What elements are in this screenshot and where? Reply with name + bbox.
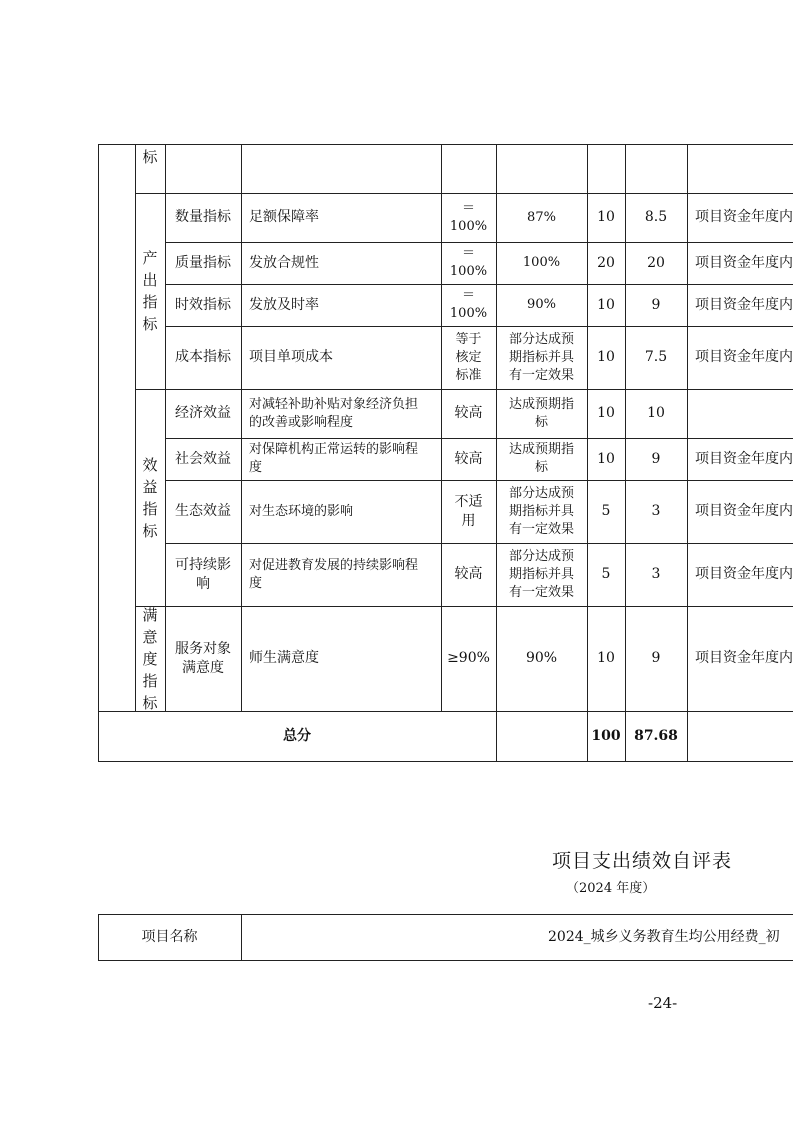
sub-indicator: 成本指标 (175, 349, 231, 365)
target-value: 较高 (454, 566, 483, 582)
actual-value: 100% (522, 255, 561, 270)
total-weight: 100 (591, 727, 621, 744)
actual-value: 部分达成预 期指标并具 有一定效果 (508, 331, 574, 383)
note: 项目资金年度内 (695, 209, 793, 225)
page-number: -24- (648, 994, 678, 1012)
sub-indicator: 服务对象 满意度 (175, 640, 231, 676)
project-name-label: 项目名称 (141, 928, 198, 945)
target-value: ≥90% (447, 650, 490, 666)
project-name-value: 2024_城乡义务教育生均公用经费_初 (548, 928, 780, 945)
note: 项目资金年度内 (695, 349, 793, 365)
weight: 10 (597, 209, 615, 225)
score: 9 (651, 296, 661, 313)
score: 7.5 (644, 349, 668, 365)
indicator-desc: 对保障机构正常运转的影响程 度 (249, 442, 419, 475)
sub-indicator: 时效指标 (175, 296, 231, 313)
form-year: （2024 年度） (566, 881, 656, 896)
group-benefit-indicators: 效 益 指 标 (142, 455, 158, 540)
weight: 10 (597, 296, 615, 313)
actual-value: 90% (525, 650, 558, 666)
weight: 10 (597, 405, 615, 421)
target-value: 等于 核定 标准 (455, 331, 482, 383)
indicator-desc: 项目单项成本 (249, 349, 333, 365)
note: 项目资金年度内 (695, 254, 793, 271)
weight: 5 (601, 566, 611, 582)
total-score: 87.68 (634, 727, 678, 744)
actual-value: 部分达成预 期指标并具 有一定效果 (508, 485, 574, 537)
target-value: 较高 (454, 450, 483, 467)
indicator-desc: 足额保障率 (249, 209, 319, 225)
target-value: 较高 (454, 405, 483, 421)
note: 项目资金年度内 (695, 650, 793, 666)
score: 3 (651, 503, 661, 519)
target-value: ＝ 100% (449, 288, 488, 321)
actual-value: 达成预期指 标 (508, 396, 574, 430)
score: 3 (651, 566, 661, 582)
indicator-desc: 对促进教育发展的持续影响程 度 (249, 557, 419, 591)
score: 9 (651, 650, 661, 666)
weight: 5 (601, 503, 611, 519)
score: 9 (651, 450, 661, 467)
group-output-indicators: 产 出 指 标 (142, 249, 158, 333)
weight: 10 (597, 650, 615, 666)
sub-indicator: 质量指标 (175, 254, 231, 271)
form-title: 项目支出绩效自评表 (552, 850, 733, 872)
target-value: 不适 用 (454, 493, 483, 529)
weight: 20 (597, 254, 615, 271)
note: 项目资金年度内 (695, 296, 793, 313)
note: 项目资金年度内 (695, 503, 793, 519)
score: 20 (647, 254, 665, 271)
indicator-desc: 发放及时率 (249, 296, 319, 313)
sub-indicator: 经济效益 (175, 405, 231, 421)
note: 项目资金年度内 (695, 450, 793, 467)
target-value: ＝ 100% (449, 246, 488, 279)
score: 10 (647, 405, 665, 421)
total-label: 总分 (283, 727, 311, 744)
group-satisfaction-indicators: 满 意 度 指 标 (142, 606, 158, 711)
weight: 10 (597, 450, 615, 467)
note (687, 389, 793, 438)
sub-indicator: 社会效益 (175, 450, 231, 467)
sub-indicator: 生态效益 (175, 503, 231, 519)
actual-value: 90% (527, 297, 556, 312)
indicator-desc: 发放合规性 (249, 254, 319, 271)
indicator-desc: 师生满意度 (249, 650, 319, 666)
actual-value: 87% (527, 209, 556, 225)
actual-value: 部分达成预 期指标并具 有一定效果 (508, 548, 574, 600)
note: 项目资金年度内 (695, 566, 793, 582)
sub-indicator: 数量指标 (175, 209, 231, 225)
sub-indicator: 可持续影 响 (175, 556, 231, 592)
group-fragment: 标 (142, 148, 158, 166)
score: 8.5 (644, 209, 668, 225)
target-value: ＝ 100% (449, 200, 488, 234)
indicator-desc: 对生态环境的影响 (249, 503, 354, 519)
indicator-desc: 对减轻补助补贴对象经济负担 的改善或影响程度 (249, 396, 419, 430)
actual-value: 达成预期指 标 (508, 442, 574, 475)
weight: 10 (597, 349, 615, 365)
